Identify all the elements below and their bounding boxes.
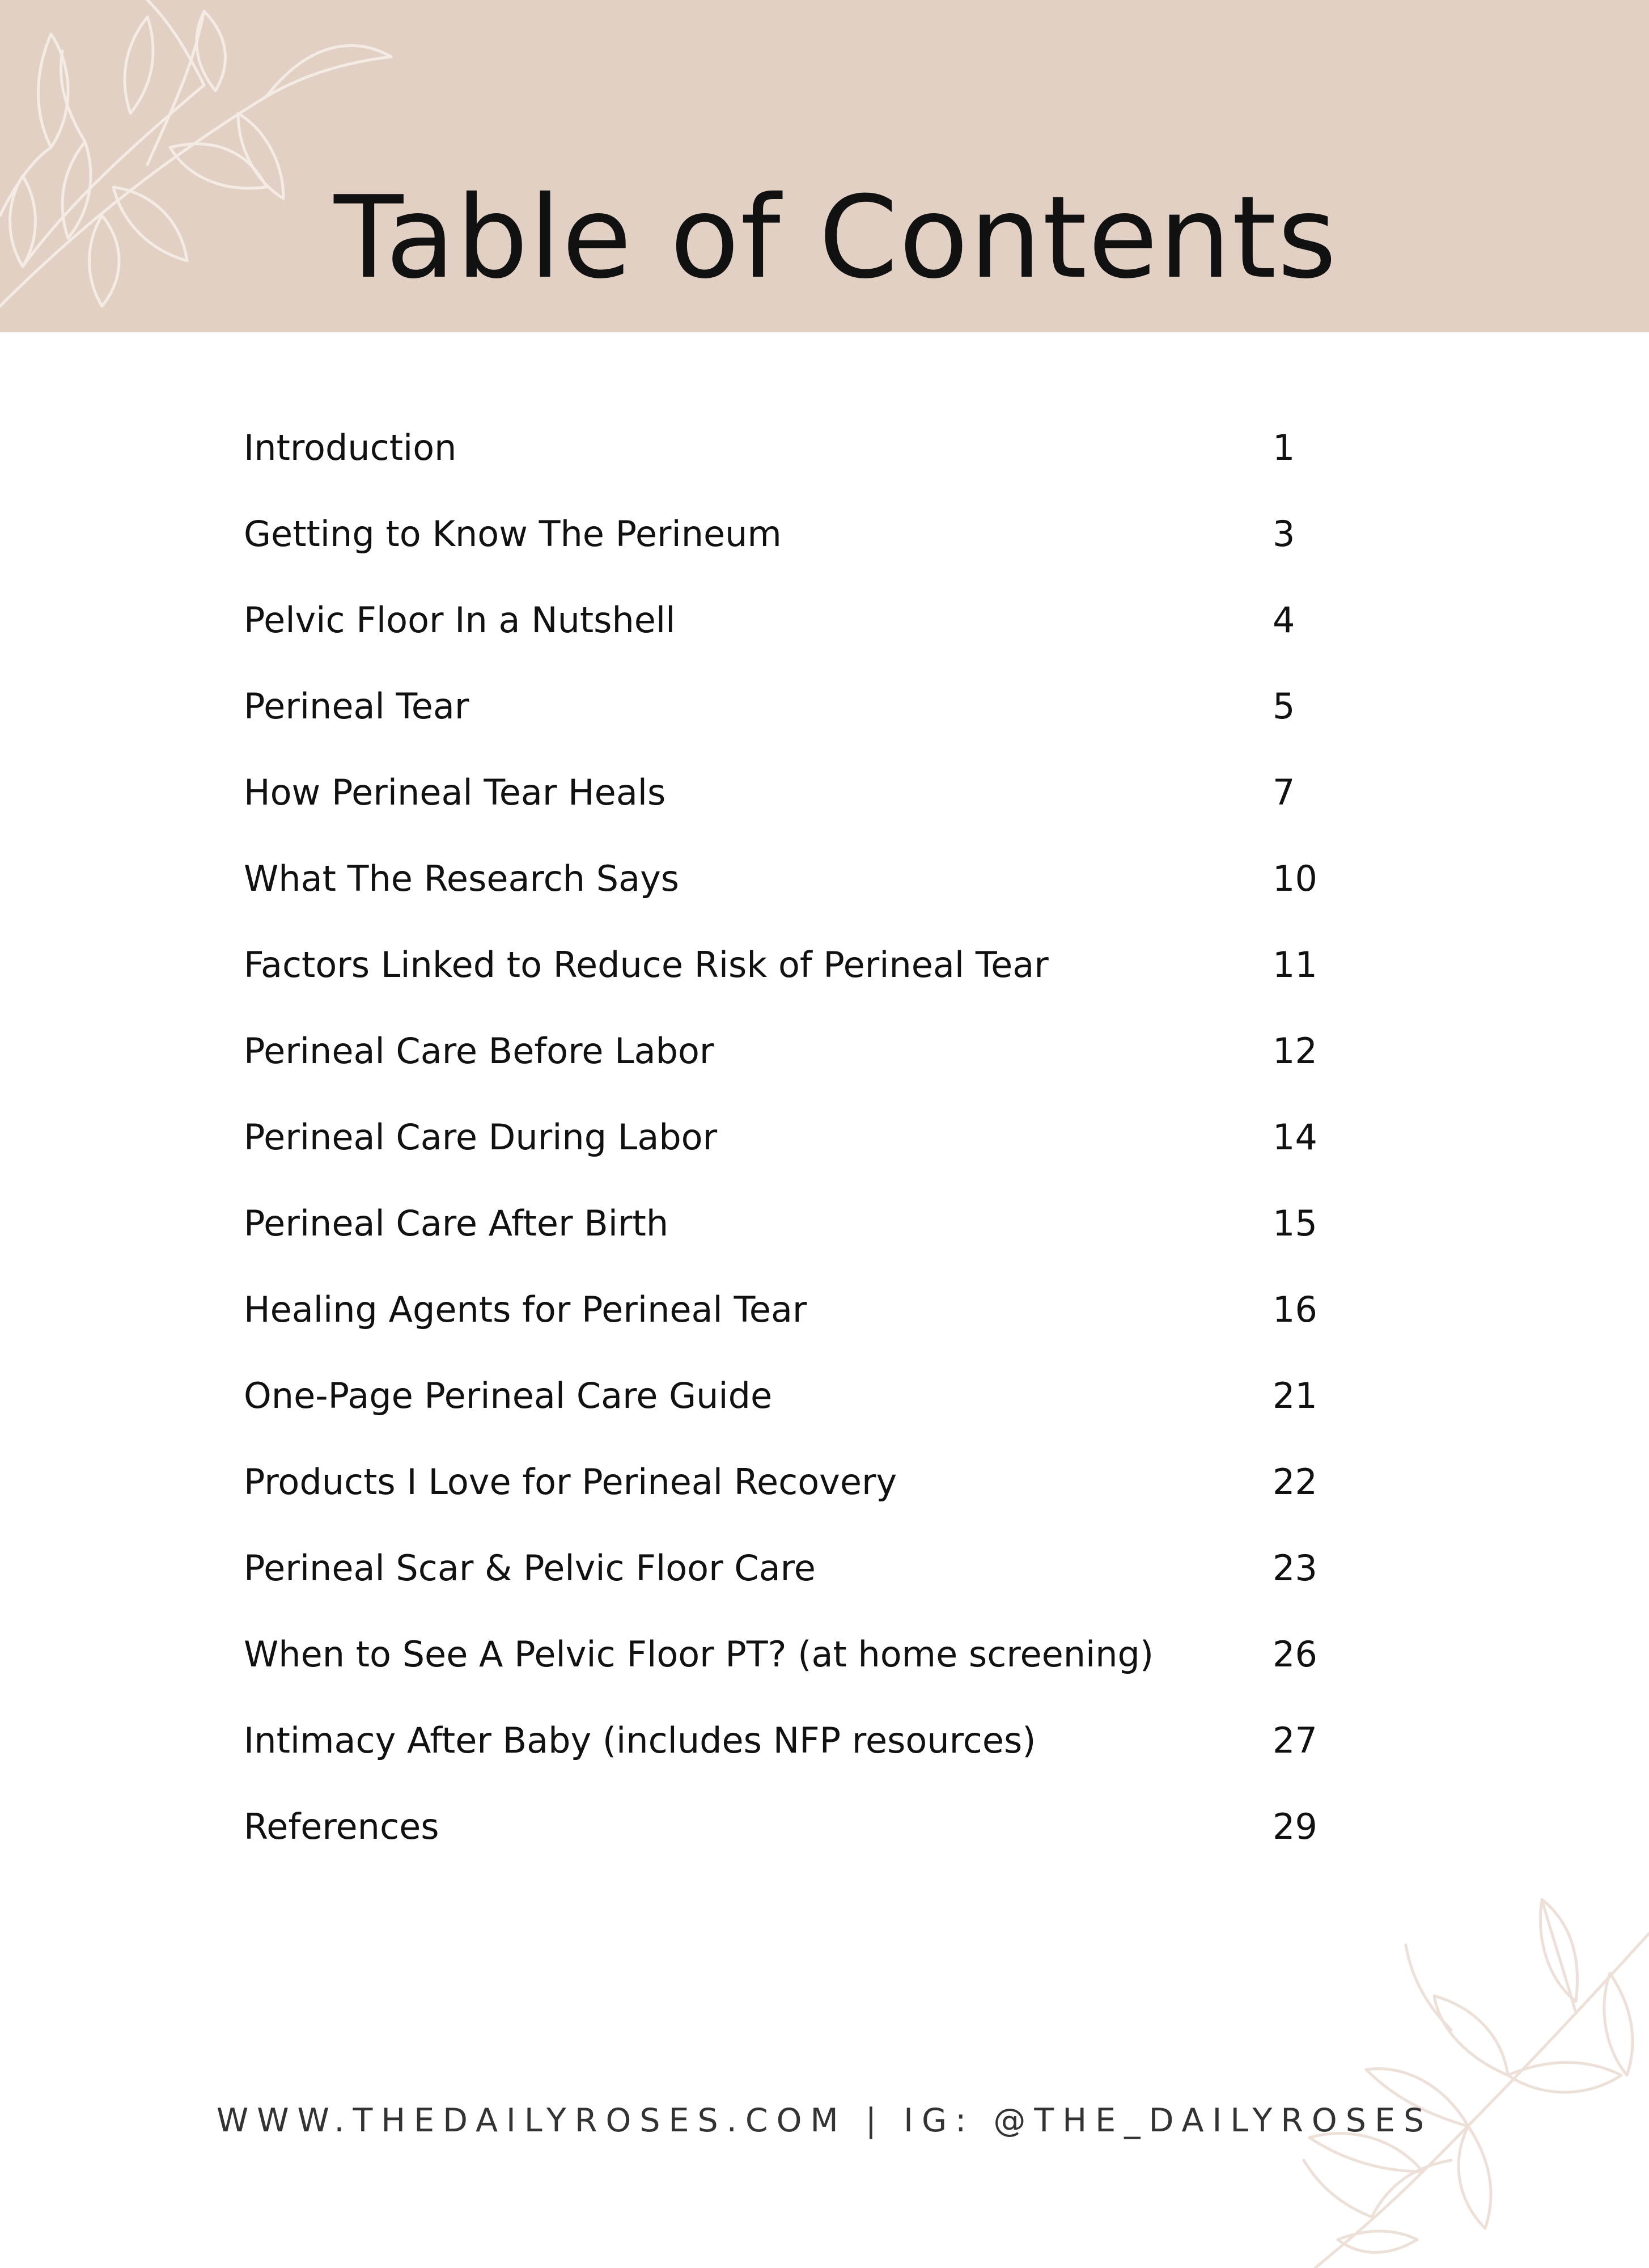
toc-entry[interactable] [244, 1448, 1321, 1534]
toc-entry-page-number: 16 [1273, 1289, 1317, 1330]
toc-entry-page-number: 14 [1273, 1116, 1317, 1158]
toc-entry-title: Products I Love for Perineal Recovery [244, 1461, 897, 1503]
toc-entry[interactable] [244, 1276, 1321, 1362]
toc-entry[interactable] [244, 1793, 1321, 1879]
toc-entry[interactable] [244, 1362, 1321, 1448]
toc-entry[interactable] [244, 672, 1321, 759]
toc-entry-page-number: 11 [1273, 944, 1317, 985]
toc-entry-page-number: 1 [1273, 427, 1295, 468]
toc-entry-page-number: 7 [1273, 772, 1295, 813]
toc-entry-title: How Perineal Tear Heals [244, 772, 666, 813]
toc-entry-page-number: 5 [1273, 686, 1295, 727]
toc-entry-page-number: 10 [1273, 858, 1317, 899]
toc-entry-page-number: 21 [1273, 1375, 1317, 1416]
toc-entry[interactable] [244, 931, 1321, 1017]
toc-entry-title: What The Research Says [244, 858, 680, 899]
toc-entry-title: Factors Linked to Reduce Risk of Perineal Tear [244, 944, 1049, 985]
toc-entry[interactable] [244, 1103, 1321, 1190]
toc-entry[interactable] [244, 845, 1321, 931]
toc-entry[interactable] [244, 1620, 1321, 1707]
toc-entry-title: Perineal Care Before Labor [244, 1030, 714, 1072]
toc-entry-page-number: 27 [1273, 1720, 1317, 1761]
toc-entry-title: Perineal Tear [244, 686, 469, 727]
toc-entry[interactable] [244, 1017, 1321, 1103]
toc-entry-title: Perineal Scar & Pelvic Floor Care [244, 1547, 816, 1589]
toc-entry[interactable] [244, 586, 1321, 672]
toc-entry-title: Perineal Care During Labor [244, 1116, 718, 1158]
toc-entry[interactable] [244, 500, 1321, 586]
toc-entry-title: Intimacy After Baby (includes NFP resources) [244, 1720, 1036, 1761]
toc-entry-page-number: 4 [1273, 599, 1295, 641]
toc-entry[interactable] [244, 414, 1321, 500]
table-of-contents [244, 414, 1321, 1879]
toc-entry-page-number: 22 [1273, 1461, 1317, 1503]
toc-entry-title: Getting to Know The Perineum [244, 513, 782, 555]
toc-entry[interactable] [244, 1707, 1321, 1793]
leaf-branch-icon [1281, 1888, 1649, 2268]
header-banner [0, 0, 1649, 332]
toc-entry-page-number: 3 [1273, 513, 1295, 555]
toc-entry-page-number: 26 [1273, 1634, 1317, 1675]
toc-entry-title: When to See A Pelvic Floor PT? (at home screening) [244, 1634, 1154, 1675]
toc-entry-page-number: 29 [1273, 1806, 1317, 1847]
toc-entry-title: References [244, 1806, 439, 1847]
toc-entry[interactable] [244, 759, 1321, 845]
toc-entry-title: Healing Agents for Perineal Tear [244, 1289, 807, 1330]
toc-entry-page-number: 15 [1273, 1203, 1317, 1244]
toc-entry-page-number: 23 [1273, 1547, 1317, 1589]
toc-entry-title: One-Page Perineal Care Guide [244, 1375, 773, 1416]
toc-entry-title: Introduction [244, 427, 457, 468]
toc-entry-title: Perineal Care After Birth [244, 1203, 669, 1244]
toc-entry-page-number: 12 [1273, 1030, 1317, 1072]
toc-entry-title: Pelvic Floor In a Nutshell [244, 599, 676, 641]
toc-entry[interactable] [244, 1190, 1321, 1276]
toc-entry[interactable] [244, 1534, 1321, 1620]
page-title: Table of Contents [334, 172, 1338, 304]
footer-website-social: WWW.THEDAILYROSES.COM | IG: @THE_DAILYROSES [216, 2102, 1433, 2139]
